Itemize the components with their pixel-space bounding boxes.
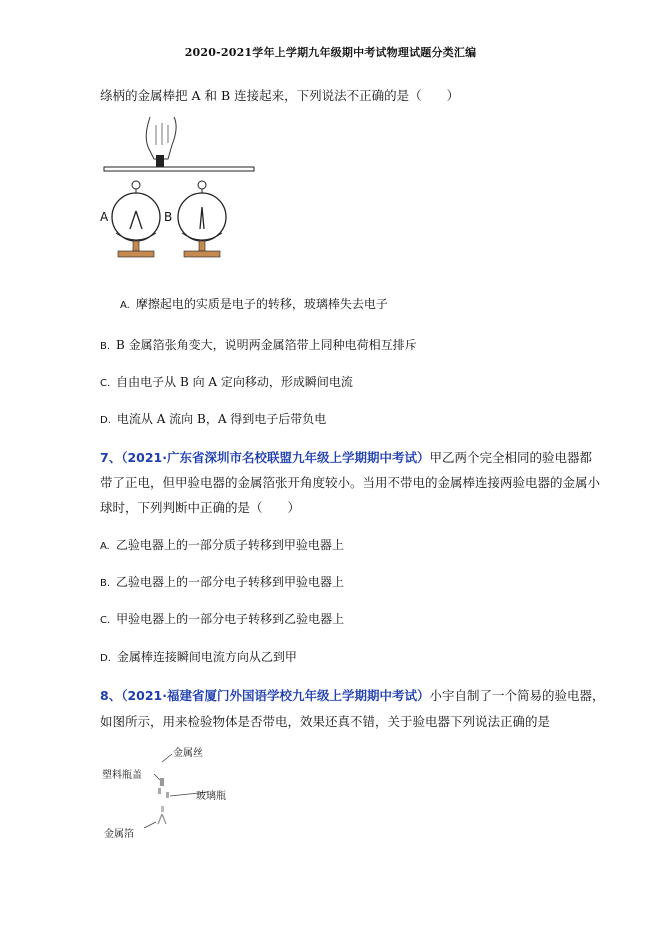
q7-option-d: D. 金属棒连接瞬间电流方向从乙到甲: [100, 650, 297, 664]
q8-label-stopper: 塑料瓶盖: [102, 770, 142, 781]
q7-option-a: A. 乙验电器上的一部分质子转移到甲验电器上: [100, 538, 344, 552]
q7-line3: 球时，下列判断中正确的是（ ）: [100, 500, 301, 515]
q8-line2: 如图所示，用来检验物体是否带电，效果还真不错，关于验电器下列说法正确的是: [100, 714, 551, 729]
q6-fig-label-b: B: [164, 210, 173, 224]
q8-number: 8、: [100, 688, 122, 703]
q6-option-c: C. 自由电子从 B 向 A 定向移动，形成瞬间电流: [100, 375, 353, 389]
q6-option-a: A. 摩擦起电的实质是电子的转移，玻璃棒失去电子: [120, 297, 388, 311]
q6-fig-label-a: A: [100, 210, 109, 224]
q8-line1: 8、（2021·福建省厦门外国语学校九年级上学期期中考试）小宇自制了一个简易的验电器，: [100, 688, 605, 703]
q8-label-foil: 金属箔: [104, 829, 134, 840]
q7-option-b: B. 乙验电器上的一部分电子转移到甲验电器上: [100, 575, 345, 589]
q6-option-b: B. B 金属箔张角变大，说明两金属箔带上同种电荷相互排斥: [100, 338, 417, 352]
q8-label-bottle: 玻璃瓶: [196, 791, 226, 802]
q7-source: （2021·广东省深圳市名校联盟九年级上学期期中考试）: [121, 450, 430, 465]
page-header: 2020-2021学年上学期九年级期中考试物理试题分类汇编: [184, 46, 477, 59]
q7-line1: 7、（2021·广东省深圳市名校联盟九年级上学期期中考试）甲乙两个完全相同的验电器都: [100, 450, 593, 465]
q6-intro: 绦柄的金属棒把 A 和 B 连接起来，下列说法不正确的是（ ）: [100, 88, 460, 103]
q7-number: 7、: [100, 450, 122, 465]
q8-label-wire: 金属丝: [173, 748, 203, 759]
q6-option-d: D. 电流从 A 流向 B，A 得到电子后带负电: [100, 412, 327, 426]
q8-source: （2021·福建省厦门外国语学校九年级上学期期中考试）: [121, 688, 430, 703]
q6-electroscope-figure: [98, 115, 258, 270]
q7-option-c: C. 甲验电器上的一部分电子转移到乙验电器上: [100, 612, 345, 626]
q7-line2: 带了正电，但甲验电器的金属箔张开角度较小。当用不带电的金属棒连接两验电器的金属小: [100, 475, 601, 490]
